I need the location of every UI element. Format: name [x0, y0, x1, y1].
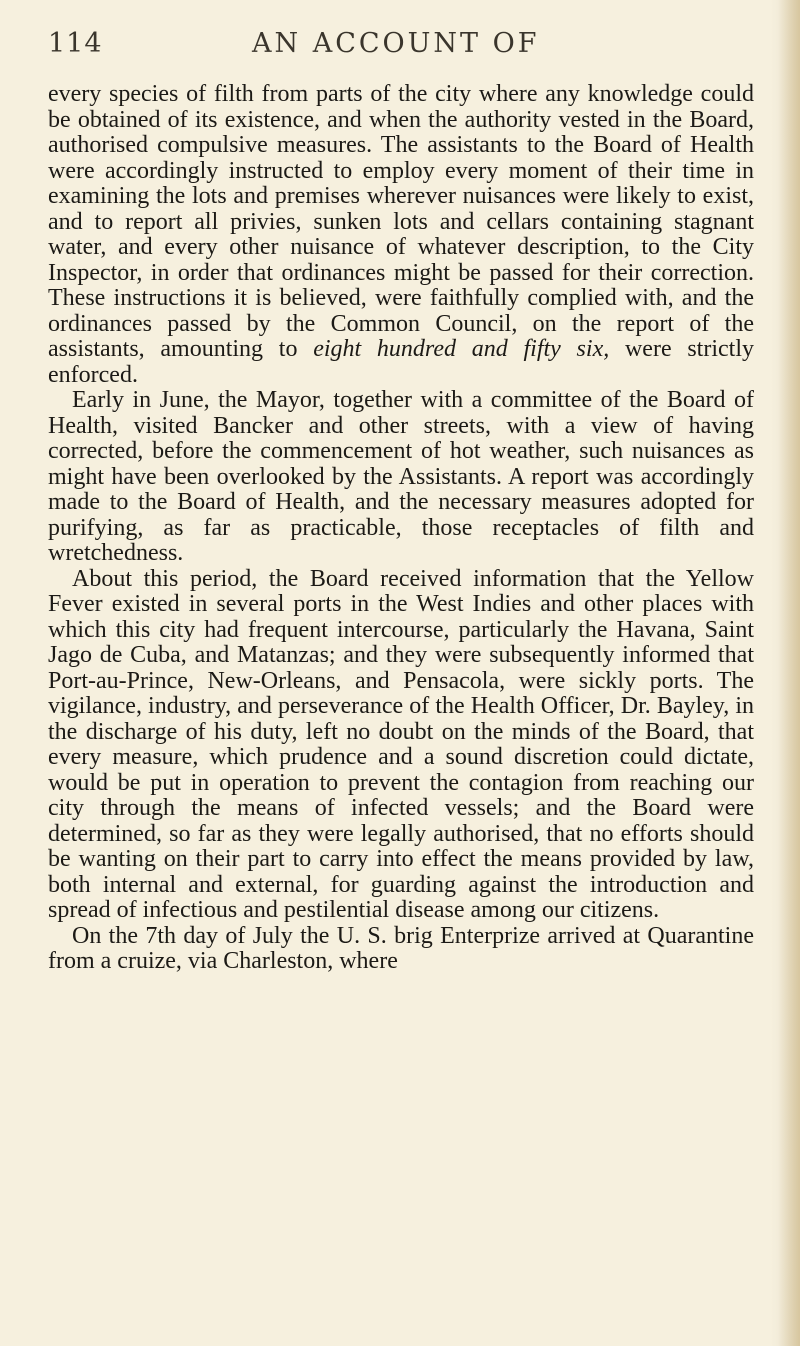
paragraph-1-ending: were strictly enforced. — [48, 336, 754, 388]
running-head: AN ACCOUNT OF — [252, 28, 540, 59]
paragraph-2: Early in June, the Mayor, together with a committee of the Board of Health, visited Bancker and other streets, with a view of having corrected, before the commencement of hot weather, such nuisances as might have been overlooked by the Assistants. A report was accordingly made to the Board of Health, and the necessary measures adopted for purifying, as far as practicable, those receptacles of filth and wretchedness. — [48, 387, 754, 566]
page-number: 114 — [48, 28, 103, 59]
paragraph-1-text: every species of filth from parts of the city where any knowledge could be obtained of its existence, and when the authority vested in the Board, authorised compulsive measures. The assistants to the Board of Health were accordingly instructed to employ every moment of their time in examining the lots and premises wherever nuisances were likely to exist, and to report all privies, sunken lots and cellars containing stagnant water, and every other nuisance of whatever description, to the City Inspector, in order that ordinances might be passed for their correction. These instructions it is believed, were faithfully complied with, and the ordinances passed by the Common Council, on the report of the assistants, amounting to — [48, 81, 754, 362]
paragraph-1 — [48, 82, 754, 388]
emphasized-number: eight hundred and fifty six, — [313, 336, 610, 362]
paragraph-4: On the 7th day of July the U. S. brig Enterprize arrived at Quarantine from a cruize, via Charleston, where — [48, 922, 754, 974]
page-edge-shading — [778, 0, 800, 1346]
body-text — [48, 82, 754, 975]
paragraph-3: About this period, the Board received information that the Yellow Fever existed in several ports in the West Indies and other places with which this city had frequent intercourse, particularly the Havana, Saint Jago de Cuba, and Matanzas; and they were subsequently informed that Port-au-Prince, New-Orleans, and Pensacola, were sickly ports. The vigilance, industry, and perseverance of the Health Officer, Dr. Bayley, in the discharge of his duty, left no doubt on the minds of the Board, that every measure, which prudence and a sound discretion could dictate, would be put in operation to prevent the contagion from reaching our city through the means of infected vessels; and the Board were determined, so far as they were legally authorised, that no efforts should be wanting on their part to carry into effect the means provided by law, both internal and external, for guarding against the introduction and spread of infectious and pestilential disease among our citizens. — [48, 565, 754, 923]
page-header — [48, 28, 748, 68]
